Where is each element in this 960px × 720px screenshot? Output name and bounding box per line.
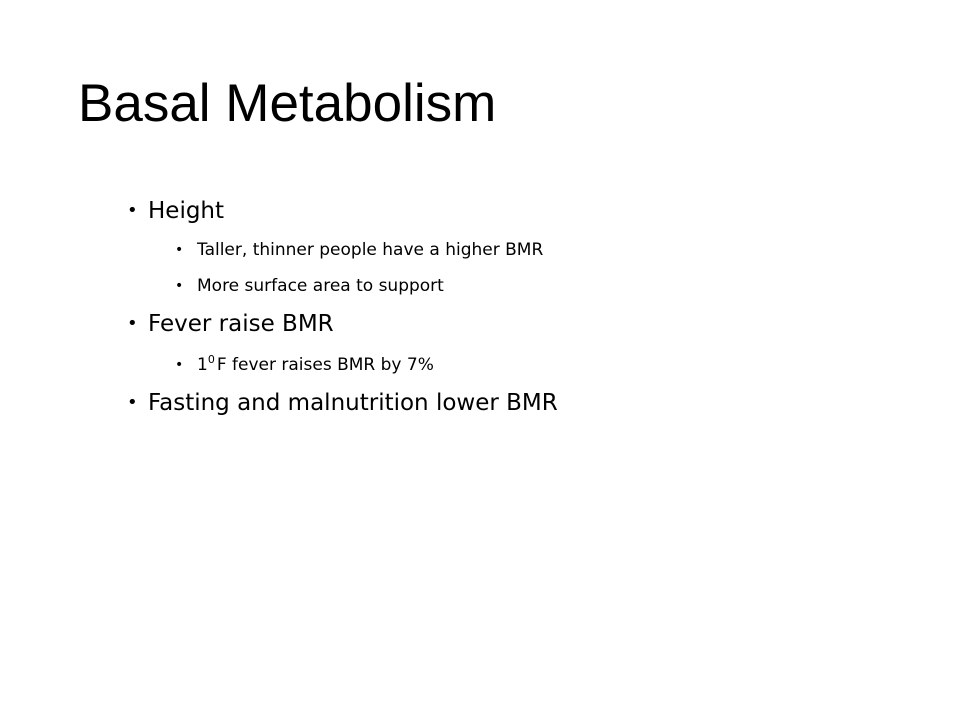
bullet-text: Height bbox=[148, 198, 225, 224]
bullet-item-fasting bbox=[127, 389, 558, 417]
degree-superscript: 0 bbox=[207, 353, 215, 366]
bullet-dot-icon: • bbox=[175, 278, 184, 294]
sub-bullet-text: F fever raises BMR by 7% bbox=[216, 355, 434, 375]
bullet-dot-icon: • bbox=[127, 200, 138, 221]
sub-bullet-item bbox=[175, 275, 444, 297]
bullet-text: Fever raise BMR bbox=[148, 311, 334, 337]
sub-bullet-number: 1 bbox=[197, 355, 208, 375]
sub-bullet-text: Taller, thinner people have a higher BMR bbox=[197, 240, 544, 260]
bullet-dot-icon: • bbox=[127, 392, 138, 413]
bullet-item-height bbox=[127, 197, 225, 225]
bullet-dot-icon: • bbox=[127, 313, 138, 334]
sub-bullet-item bbox=[175, 239, 544, 261]
bullet-text: Fasting and malnutrition lower BMR bbox=[148, 390, 558, 416]
bullet-dot-icon: • bbox=[175, 357, 184, 373]
bullet-dot-icon: • bbox=[175, 242, 184, 258]
slide-title: Basal Metabolism bbox=[78, 74, 497, 133]
sub-bullet-item bbox=[175, 353, 434, 378]
sub-bullet-text: More surface area to support bbox=[197, 276, 444, 296]
bullet-item-fever bbox=[127, 310, 334, 338]
